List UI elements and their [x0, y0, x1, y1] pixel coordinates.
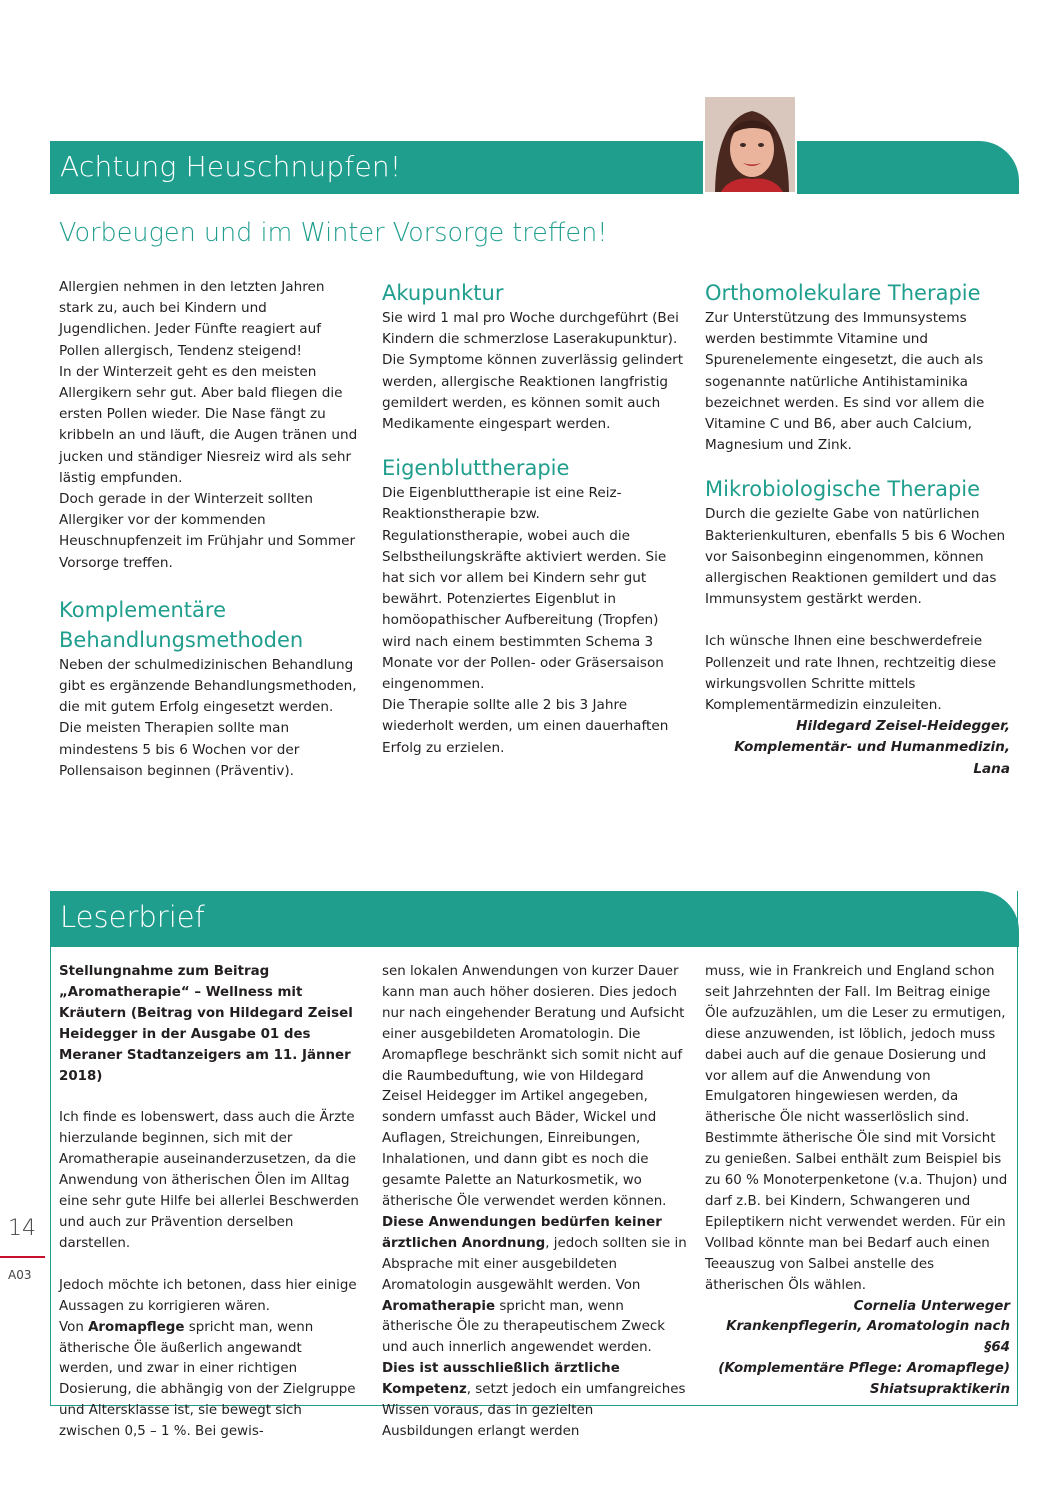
section-heading-eigenblut: Eigenbluttherapie — [382, 456, 570, 481]
portrait-image — [705, 97, 797, 194]
letter-author-role: Shiatsupraktikerin — [869, 1382, 1010, 1398]
page-number: 14 — [8, 1216, 36, 1241]
section-text: Die Therapie sollte alle 2 bis 3 Jahre wiederholt werden, um einen dauerhaften Erfolg zu erzielen. — [382, 697, 669, 756]
letter-paragraph: Ich finde es lobenswert, dass auch die Ärzte hierzulande beginnen, sich mit der Aromatherapie auseinanderzusetzen, da die Anwendung von ätherischen Ölen im Alltag eine sehr gute Hilfe bei allerlei Beschwerden und auch zur Prävention derselben darstellen. — [59, 1110, 359, 1251]
intro-paragraph: Allergien nehmen in den letzten Jahren stark zu, auch bei Kindern und Jugendlichen. Jeder Fünfte reagiert auf Pollen allergisch, Tendenz steigend! — [59, 279, 325, 359]
letter-title: Leserbrief — [60, 900, 205, 934]
letter-author-name: Cornelia Unterweger — [853, 1298, 1010, 1314]
intro-paragraph: In der Winterzeit geht es den meisten Allergikern sehr gut. Aber bald fliegen die ersten Pollen wieder. Die Nase fängt zu kribbeln an und läuft, die Augen tränen und jucken und ständiger Niesreiz wird als sehr lästig empfunden. — [59, 363, 358, 486]
letter-paragraph: Von Aromapflege spricht man, wenn ätherische Öle äußerlich angewandt werden, und zwar in einer richtigen Dosierung, die abhängig von der Zielgruppe und Altersklasse ist, sie bewegt sich zwischen 0,5 – 1 %. Bei gewis- — [59, 1319, 356, 1440]
page-marker-rule — [0, 1256, 45, 1258]
section-heading-ortho: Orthomolekulare Therapie — [705, 281, 981, 305]
section-text: Neben der schulmedizinischen Behandlung gibt es ergänzende Behandlungsmethoden, die mit gutem Erfolg eingesetzt werden. Die meisten Therapien sollte man mindestens 5 bis 6 Wochen vor der Pollensaison beginnen (Präventiv). — [59, 656, 357, 779]
bold-term: Aromapflege — [88, 1319, 185, 1335]
letter-column-3 — [705, 962, 1010, 1401]
section-heading-komplementaer: Komplementäre Behandlungsmethoden — [59, 597, 304, 652]
section-text: Die Eigenbluttherapie ist eine Reiz-Reaktionstherapie bzw. Regulationstherapie, wobei auch die Selbstheilungskräfte aktiviert werden. Sie hat sich vor allem bei Kindern sehr gut bewährt. Potenziertes Eigenblut in homöopathischer Aufbereitung (Tropfen) wird nach einem bestimmten Schema 3 Monate vor der Pollen- oder Gräsersaison eingenommen. — [382, 485, 667, 693]
page-code: A03 — [8, 1268, 32, 1282]
letter-paragraph: sen lokalen Anwendungen von kurzer Dauer kann man auch höher dosieren. Dies jedoch nur nach eingehender Beratung und Aufsicht einer ausgebildeten Aromatologin. Die Aromapflege beschränkt sich somit nicht auf die Raumbeduftung, wie von Hildegard Zeisel Heidegger im Artikel angegeben, sondern umfasst auch Bäder, Wickel und Auflagen, Streichungen, Einreibungen, Inhalationen, und dann gibt es noch die gesamte Palette an Naturkosmetik, wo ätherische Öle verwendet werden können. Diese Anwendungen bedürfen keiner ärztlichen Anordnung, jedoch sollten sie in Absprache mit einer ausgebildeten Aromatologin ausgewählt werden. Von Aromatherapie spricht man, wenn ätherische Öle zu therapeutischem Zweck und auch innerlich angewendet werden. Dies ist ausschließlich ärztliche Kompetenz, setzt jedoch ein umfangreiches Wissen voraus, das in gezielten Ausbildungen erlangt werden — [382, 964, 687, 1439]
letter-column-1 — [59, 962, 359, 1443]
section-text: Durch die gezielte Gabe von natürlichen Bakterienkulturen, ebenfalls 5 bis 6 Wochen vor Saisonbeginn eingenommen, können allergischen Reaktionen gemildert und das Immunsystem gestärkt werden. — [705, 506, 1006, 608]
section-heading-akupunktur: Akupunktur — [382, 281, 504, 305]
author-name: Hildegard Zeisel-Heidegger, — [796, 718, 1010, 735]
letter-author-role: Krankenpflegerin, Aromatologin nach §64 — [726, 1319, 1010, 1356]
letter-paragraph: Jedoch möchte ich betonen, dass hier einige Aussagen zu korrigieren wären. — [59, 1277, 357, 1314]
letter-heading: Stellungnahme zum Beitrag „Aromatherapie“ – Wellness mit Kräutern (Beitrag von Hildegard Zeisel Heidegger in der Ausgabe 01 des Meraner Stadtanzeigers am 11. Jänner 2018) — [59, 964, 353, 1084]
bold-term: Dies ist ausschließlich ärztliche Kompetenz — [382, 1361, 620, 1398]
article-title-band — [50, 141, 1019, 194]
letter-column-2 — [382, 962, 687, 1443]
letter-author-role: (Komplementäre Pflege: Aromapflege) — [718, 1361, 1010, 1377]
intro-paragraph: Doch gerade in der Winterzeit sollten Allergiker vor der kommenden Heuschnupfenzeit im Frühjahr und Sommer Vorsorge treffen. — [59, 491, 356, 571]
author-role: Komplementär- und Humanmedizin, Lana — [734, 739, 1010, 777]
section-heading-mikro: Mikrobiologische Therapie — [705, 477, 981, 502]
bold-term: Diese Anwendungen bedürfen keiner ärztlichen Anordnung — [382, 1214, 662, 1251]
article-subtitle: Vorbeugen und im Winter Vorsorge treffen! — [59, 218, 608, 248]
letter-title-band — [50, 891, 1019, 947]
article-column-1 — [59, 277, 359, 782]
closing-text: Ich wünsche Ihnen eine beschwerdefreie Pollenzeit und rate Ihnen, rechtzeitig diese wirkungsvollen Schritte mittels Komplementärmedizin einzuleiten. — [705, 633, 997, 714]
author-portrait — [703, 95, 797, 194]
article-column-2 — [382, 278, 685, 759]
article-column-3 — [705, 278, 1010, 780]
letter-paragraph: muss, wie in Frankreich und England schon seit Jahrzehnten der Fall. Im Beitrag einige Öle aufzuzählen, um die Leser zu ermutigen, diese anzuwenden, ist löblich, jedoch muss dabei auch auf die genaue Dosierung und vor allem auf die Anwendung von Emulgatoren hingewiesen werden, da ätherische Öle nicht wasserlöslich sind. Bestimmte ätherische Öle sind mit Vorsicht zu genießen. Salbei enthält zum Beispiel bis zu 60 % Monoterpenketone (v.a. Thujon) und darf z.B. bei Kindern, Schwangeren und Epileptikern nicht verwendet werden. Für ein Vollbad könnte man bei Bedarf auch einen Teeauszug von Salbei anstelle des ätherischen Öls wählen. — [705, 964, 1008, 1293]
article-title: Achtung Heuschnupfen! — [60, 150, 402, 183]
bold-term: Aromatherapie — [382, 1298, 496, 1314]
section-text: Sie wird 1 mal pro Woche durchgeführt (Bei Kindern die schmerzlose Laserakupunktur). Die Symptome können zuverlässig gelindert werden, allergische Reaktionen langfristig gemildert werden, es können somit auch Medikamente eingespart werden. — [382, 310, 684, 433]
section-text: Zur Unterstützung des Immunsystems werden bestimmte Vitamine und Spurenelemente eingesetzt, die auch als sogenannte natürliche Antihistaminika bezeichnet werden. Es sind vor allem die Vitamine C und B6, aber auch Calcium, Magnesium und Zink. — [705, 310, 985, 454]
